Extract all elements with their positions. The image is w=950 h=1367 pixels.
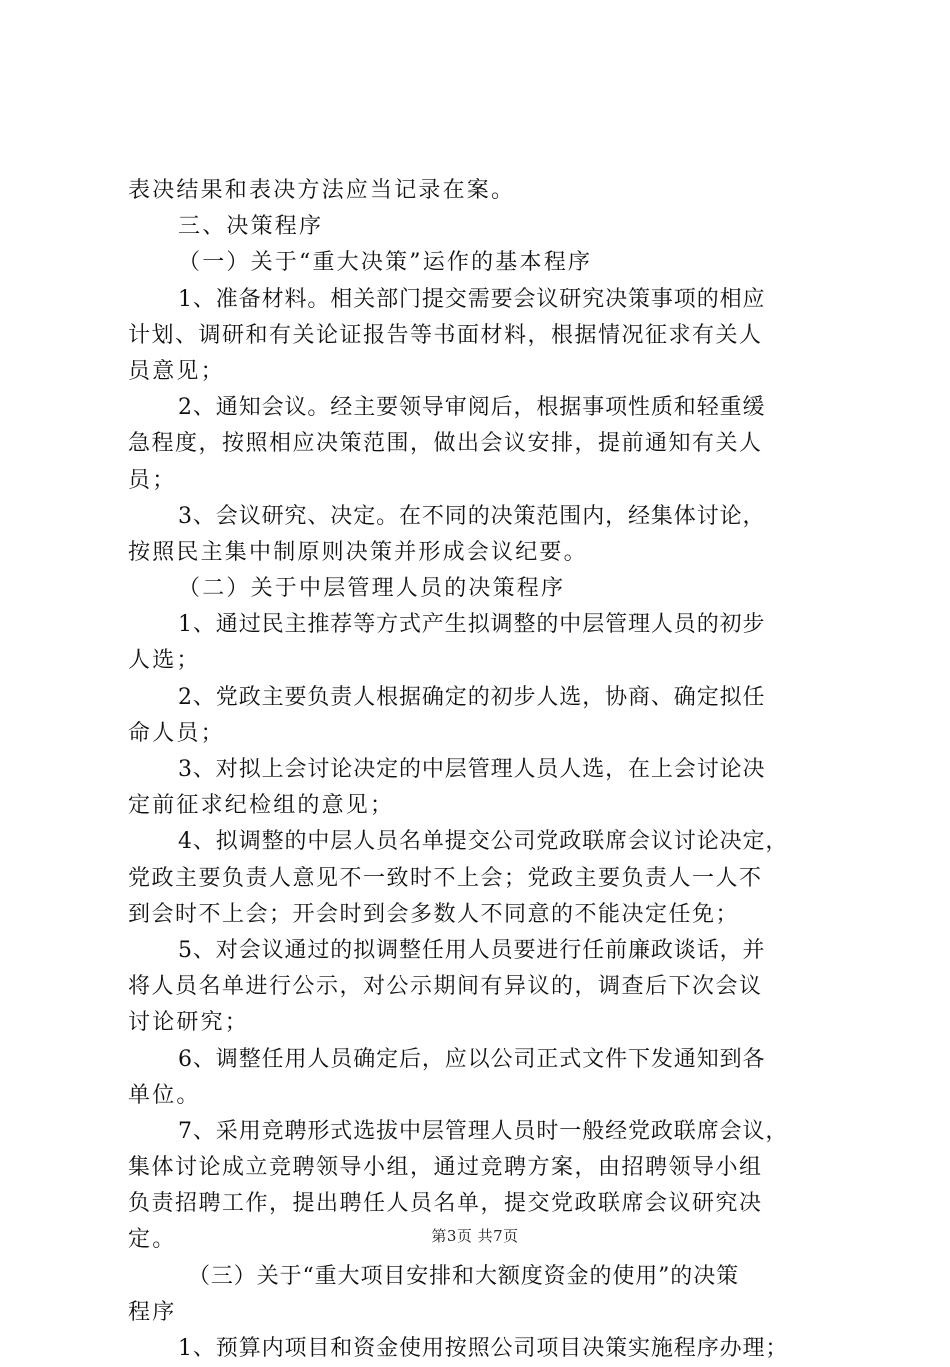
body-line: 3、对拟上会讨论决定的中层管理人员人选，在上会讨论决 — [178, 757, 766, 782]
body-line: 3、会议研究、决定。在不同的决策范围内，经集体讨论， — [178, 503, 766, 529]
body-line: 6、调整任用人员确定后，应以公司正式文件下发通知到各 — [178, 1046, 766, 1072]
body-line: 负责招聘工作，提出聘任人员名单，提交党政联席会议研究决 — [128, 1191, 763, 1217]
body-line: 集体讨论成立竞聘领导小组，通过竞聘方案，由招聘领导小组 — [128, 1155, 763, 1181]
body-line: 计划、调研和有关论证报告等书面材料，根据情况征求有关人 — [128, 322, 763, 348]
body-line: 命人员； — [128, 720, 225, 746]
body-line: 党政主要负责人意见不一致时不上会；党政主要负责人一人不 — [128, 865, 763, 891]
body-line: 5、对会议通过的拟调整任用人员要进行任前廉政谈话，并 — [178, 937, 766, 963]
subsection-heading: （二）关于中层管理人员的决策程序 — [178, 576, 566, 602]
body-line: 7、采用竞聘形式选拔中层管理人员时一般经党政联席会议， — [178, 1118, 789, 1144]
body-line: 讨论研究； — [128, 1010, 250, 1036]
body-line: 表决结果和表决方法应当记录在案。 — [128, 178, 516, 203]
body-line: 定前征求纪检组的意见； — [128, 793, 395, 819]
body-line: 到会时不上会；开会时到会多数人不同意的不能决定任免； — [128, 901, 740, 927]
document-body — [128, 173, 840, 1367]
section-heading: 三、决策程序 — [178, 214, 324, 240]
subsection-heading: （三）关于“重大项目安排和大额度资金的使用”的决策 — [188, 1263, 739, 1289]
body-line: 1、通过民主推荐等方式产生拟调整的中层管理人员的初步 — [178, 612, 766, 638]
body-line: 人选； — [128, 648, 201, 674]
body-line: 急程度，按照相应决策范围，做出会议安排，提前通知有关人 — [128, 431, 763, 457]
body-line: 4、拟调整的中层人员名单提交公司党政联席会议讨论决定， — [178, 829, 789, 855]
body-line: 员； — [128, 467, 177, 493]
body-line: 1、预算内项目和资金使用按照公司项目决策实施程序办理； — [178, 1336, 789, 1361]
body-line: 员意见； — [128, 358, 225, 384]
body-line: 2、党政主要负责人根据确定的初步人选，协商、确定拟任 — [178, 684, 766, 710]
page-number-footer: 第3页 共7页 — [431, 1227, 519, 1245]
body-line: 定。 — [128, 1227, 177, 1253]
subsection-heading: （一）关于“重大决策”运作的基本程序 — [178, 250, 593, 276]
body-line: 按照民主集中制原则决策并形成会议纪要。 — [128, 539, 588, 565]
body-line: 2、通知会议。经主要领导审阅后，根据事项性质和轻重缓 — [178, 395, 766, 421]
body-line: 将人员名单进行公示，对公示期间有异议的，调查后下次会议 — [128, 974, 763, 1000]
body-line: 程序 — [128, 1299, 177, 1325]
body-line: 1、准备材料。相关部门提交需要会议研究决策事项的相应 — [178, 286, 766, 312]
body-line: 单位。 — [128, 1082, 201, 1108]
